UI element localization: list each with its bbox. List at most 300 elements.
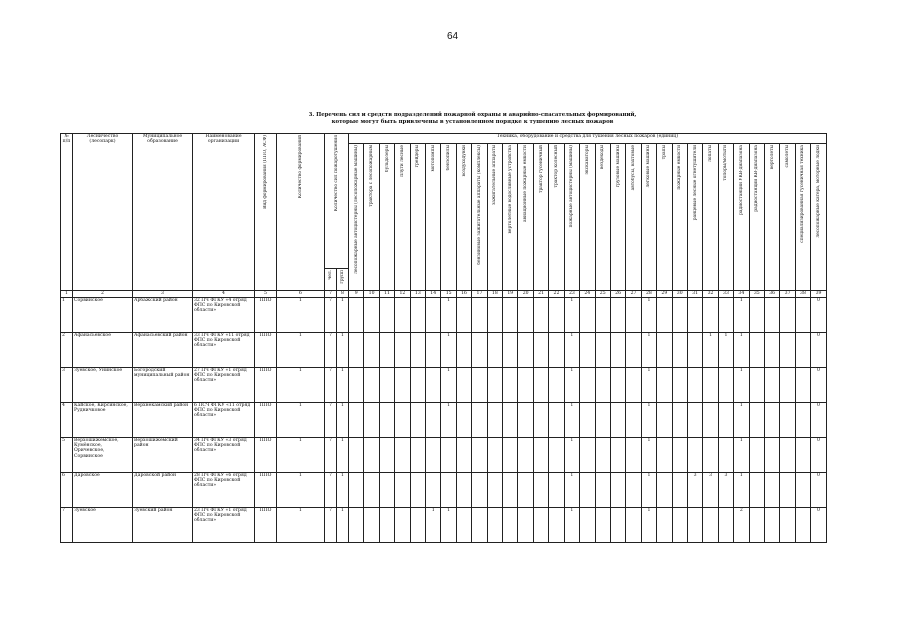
row-eq-35 [749, 333, 764, 368]
row-eq-16 [456, 508, 471, 543]
row-eq-27 [626, 438, 641, 473]
row-eq-34: 1 [734, 403, 749, 438]
row-eq-10 [364, 333, 379, 368]
header-equipment-15 [441, 144, 456, 291]
row-eq-17 [472, 403, 487, 438]
row-eq-9 [349, 368, 364, 403]
row-eq-10 [364, 508, 379, 543]
row-eq-10 [364, 368, 379, 403]
header-equipment-33-label: топоры/мотыги [723, 145, 729, 181]
row-forestry: Зуевское [73, 508, 133, 543]
row-eq-23: 1 [564, 298, 579, 333]
row-municipality: Богородский муниципальный район [133, 368, 193, 403]
row-eq-31 [687, 368, 702, 403]
row-eq-39: 0 [811, 508, 827, 543]
row-org: 27 ПЧ ФГКУ «1 отряд ФПС по Кировской области» [193, 368, 255, 403]
table-row [61, 333, 827, 368]
header-equipment-30-label: пожарные емкости [677, 145, 683, 190]
row-eq-13 [410, 508, 425, 543]
row-eq-31 [687, 333, 702, 368]
row-eq-39: 0 [811, 438, 827, 473]
column-number: 32 [703, 291, 718, 298]
column-number: 10 [364, 291, 379, 298]
column-number: 26 [610, 291, 625, 298]
row-eq-34: 2 [734, 508, 749, 543]
row-count: 1 [277, 508, 325, 543]
header-equipment-31 [687, 144, 702, 291]
row-eq-15: 1 [441, 368, 456, 403]
row-eq-32 [703, 298, 718, 333]
header-equipment-16-label: воздуходувки [461, 145, 467, 177]
row-eq-17 [472, 438, 487, 473]
row-eq-34: 1 [734, 473, 749, 508]
header-equipment-29 [657, 144, 672, 291]
header-equipment-27-label: автобусы, вахтовые [631, 145, 637, 191]
row-eq-23: 1 [564, 368, 579, 403]
row-eq-29 [657, 298, 672, 333]
row-eq-16 [456, 298, 471, 333]
column-number: 29 [657, 291, 672, 298]
row-eq-21 [533, 473, 548, 508]
row-eq-21 [533, 298, 548, 333]
row-groups: 1 [337, 298, 349, 333]
header-equipment-13-label: грейдеры [415, 145, 421, 168]
row-eq-16 [456, 473, 471, 508]
row-eq-12 [395, 368, 410, 403]
row-eq-38 [795, 473, 810, 508]
header-equipment-25-label: вездеходы [600, 145, 606, 170]
row-eq-33 [718, 368, 733, 403]
column-number: 8 [337, 291, 349, 298]
row-eq-33 [718, 403, 733, 438]
column-number: 16 [456, 291, 471, 298]
column-number: 3 [133, 291, 193, 298]
row-forestry: Сорвинское [73, 298, 133, 333]
row-type: ППО [255, 508, 277, 543]
row-eq-25 [595, 473, 610, 508]
row-eq-32 [703, 508, 718, 543]
row-eq-34: 1 [734, 333, 749, 368]
row-eq-36 [764, 298, 779, 333]
row-eq-38 [795, 368, 810, 403]
column-number: 25 [595, 291, 610, 298]
row-eq-33: 3 [718, 473, 733, 508]
row-num: 5 [61, 438, 73, 473]
row-eq-19 [503, 403, 518, 438]
row-eq-19 [503, 333, 518, 368]
page-number: 64 [446, 31, 459, 42]
row-eq-28: 1 [641, 473, 656, 508]
row-eq-26 [610, 298, 625, 333]
row-count: 1 [277, 438, 325, 473]
row-eq-27 [626, 298, 641, 333]
header-groups-label: групп [340, 270, 345, 284]
column-number: 33 [718, 291, 733, 298]
row-eq-11 [379, 333, 394, 368]
column-number: 1 [61, 291, 73, 298]
row-eq-36 [764, 368, 779, 403]
row-eq-28: 1 [641, 438, 656, 473]
row-eq-21 [533, 438, 548, 473]
row-municipality: Зуевский район [133, 508, 193, 543]
row-eq-15: 1 [441, 333, 456, 368]
table-row [61, 403, 827, 438]
row-eq-19 [503, 368, 518, 403]
row-type: ППО [255, 298, 277, 333]
row-municipality: Даровской район [133, 473, 193, 508]
header-equipment-11-label: бульдозеры [384, 145, 390, 173]
header-formation-type [255, 134, 277, 291]
header-equipment-32-label: лопаты [708, 145, 714, 162]
table-row [61, 473, 827, 508]
row-org: 23 ПЧ ФГКУ «1 отряд ФПС по Кировской области» [193, 508, 255, 543]
row-eq-11 [379, 298, 394, 333]
row-eq-9 [349, 403, 364, 438]
header-formation-count-label: Количество формирований [298, 135, 303, 199]
row-persons: 7 [325, 508, 337, 543]
row-eq-25 [595, 333, 610, 368]
header-equipment-12-label: плуги лесные [399, 145, 405, 177]
header-equipment-22-label: трактор колесный [553, 145, 559, 188]
row-eq-23: 1 [564, 438, 579, 473]
row-eq-37 [780, 508, 795, 543]
column-number: 18 [487, 291, 502, 298]
row-eq-12 [395, 333, 410, 368]
header-equipment-25 [595, 144, 610, 291]
column-number: 7 [325, 291, 337, 298]
row-municipality: Арбажский район [133, 298, 193, 333]
row-eq-29 [657, 403, 672, 438]
row-eq-37 [780, 403, 795, 438]
header-equipment-36 [764, 144, 779, 291]
header-persons-label: чел. [328, 270, 333, 280]
row-eq-17 [472, 298, 487, 333]
row-eq-9 [349, 438, 364, 473]
row-eq-11 [379, 403, 394, 438]
row-eq-18 [487, 403, 502, 438]
header-equipment-39 [811, 144, 827, 291]
row-eq-16 [456, 438, 471, 473]
row-eq-37 [780, 438, 795, 473]
row-eq-22 [549, 368, 564, 403]
row-groups: 1 [337, 403, 349, 438]
header-equipment-20-label: авиационные пожарные емкости [523, 145, 529, 223]
row-eq-12 [395, 473, 410, 508]
column-number: 28 [641, 291, 656, 298]
column-number: 22 [549, 291, 564, 298]
row-eq-24 [580, 368, 595, 403]
row-eq-14 [426, 438, 441, 473]
row-eq-39: 0 [811, 298, 827, 333]
header-personnel-count [325, 134, 349, 269]
row-eq-27 [626, 473, 641, 508]
row-eq-16 [456, 368, 471, 403]
row-groups: 1 [337, 473, 349, 508]
header-equipment-26 [610, 144, 625, 291]
column-number: 36 [764, 291, 779, 298]
row-eq-17 [472, 473, 487, 508]
row-count: 1 [277, 298, 325, 333]
row-num: 2 [61, 333, 73, 368]
row-eq-30 [672, 368, 687, 403]
row-type: ППО [255, 333, 277, 368]
row-eq-11 [379, 508, 394, 543]
header-equipment-16 [456, 144, 471, 291]
row-eq-13 [410, 403, 425, 438]
column-number: 20 [518, 291, 533, 298]
header-formation-count [277, 134, 325, 291]
header-equipment-32 [703, 144, 718, 291]
column-number: 38 [795, 291, 810, 298]
row-eq-15: 1 [441, 298, 456, 333]
row-persons: 7 [325, 473, 337, 508]
header-equipment-39-label: лесопожарные катера, моторные лодки [816, 145, 821, 238]
row-eq-32 [703, 438, 718, 473]
row-eq-28: 1 [641, 508, 656, 543]
column-number: 14 [426, 291, 441, 298]
row-eq-32 [703, 403, 718, 438]
row-eq-25 [595, 298, 610, 333]
header-equipment-35-label: радиостанции КВ-диапазона [754, 145, 760, 212]
header-equipment-34-label: радиостанции УКВ-диапазона [738, 145, 744, 215]
column-number: 27 [626, 291, 641, 298]
row-eq-12 [395, 403, 410, 438]
row-eq-31 [687, 403, 702, 438]
header-forestry: Лесничество (лесопарк) [73, 134, 133, 291]
row-eq-26 [610, 508, 625, 543]
column-number: 13 [410, 291, 425, 298]
row-eq-11 [379, 438, 394, 473]
row-eq-26 [610, 368, 625, 403]
header-equipment-17-label: бензиновые зажигательные аппараты (комплексы) [476, 145, 482, 265]
header-equipment-10-label: трактора с лесопожарным [369, 145, 375, 207]
row-groups: 1 [337, 508, 349, 543]
header-equipment-37 [780, 144, 795, 291]
header-num: № п/п [61, 134, 73, 291]
row-eq-21 [533, 333, 548, 368]
header-equipment-18 [487, 144, 502, 291]
row-eq-36 [764, 438, 779, 473]
row-eq-28: 1 [641, 403, 656, 438]
row-eq-27 [626, 403, 641, 438]
row-eq-32: 3 [703, 473, 718, 508]
header-equipment-37-label: самолеты [785, 145, 791, 168]
row-eq-18 [487, 438, 502, 473]
row-eq-21 [533, 508, 548, 543]
row-eq-35 [749, 403, 764, 438]
row-eq-14 [426, 403, 441, 438]
header-equipment-28-label: легковые машины [646, 145, 652, 188]
header-equipment-14-label: мотопомпы [430, 145, 436, 172]
row-eq-21 [533, 403, 548, 438]
row-eq-15: 1 [441, 403, 456, 438]
header-equipment-27 [626, 144, 641, 291]
column-number: 2 [73, 291, 133, 298]
column-number: 23 [564, 291, 579, 298]
row-eq-39: 0 [811, 368, 827, 403]
row-eq-22 [549, 473, 564, 508]
row-eq-29 [657, 438, 672, 473]
header-equipment-11 [379, 144, 394, 291]
row-eq-10 [364, 403, 379, 438]
row-eq-13 [410, 438, 425, 473]
row-eq-10 [364, 473, 379, 508]
header-equipment-19-label: вертолетные водосливные устройства [507, 145, 513, 234]
row-persons: 7 [325, 368, 337, 403]
row-eq-22 [549, 438, 564, 473]
header-equipment-23 [564, 144, 579, 291]
header-equipment-23-label: пожарные автоцистерны (машины) [569, 145, 575, 228]
row-eq-30 [672, 438, 687, 473]
row-eq-23: 1 [564, 403, 579, 438]
row-eq-19 [503, 508, 518, 543]
row-groups: 1 [337, 438, 349, 473]
row-eq-20 [518, 508, 533, 543]
row-eq-31 [687, 438, 702, 473]
row-eq-35 [749, 473, 764, 508]
row-eq-29 [657, 508, 672, 543]
row-eq-19 [503, 473, 518, 508]
header-equipment-21 [533, 144, 548, 291]
row-org: 34 ПЧ ФГКУ «3 отряд ФПС по Кировской области» [193, 438, 255, 473]
row-eq-31 [687, 298, 702, 333]
row-eq-13 [410, 368, 425, 403]
row-eq-26 [610, 403, 625, 438]
row-num: 6 [61, 473, 73, 508]
row-eq-24 [580, 403, 595, 438]
row-eq-38 [795, 298, 810, 333]
row-count: 1 [277, 368, 325, 403]
row-eq-15: 1 [441, 508, 456, 543]
header-equipment-20 [518, 144, 533, 291]
column-number: 39 [811, 291, 827, 298]
header-equipment-29-label: трапы [661, 145, 667, 160]
row-org: 6 ПСЧ ФГКУ «11 отряд ФПС по Кировской области» [193, 403, 255, 438]
row-count: 1 [277, 333, 325, 368]
column-number: 31 [687, 291, 702, 298]
row-eq-22 [549, 508, 564, 543]
row-eq-35 [749, 508, 764, 543]
row-eq-34: 1 [734, 298, 749, 333]
row-eq-9 [349, 298, 364, 333]
row-num: 3 [61, 368, 73, 403]
header-equipment-17 [472, 144, 487, 291]
row-eq-20 [518, 298, 533, 333]
row-eq-18 [487, 298, 502, 333]
table-row [61, 438, 827, 473]
column-number: 35 [749, 291, 764, 298]
row-eq-24 [580, 508, 595, 543]
row-eq-36 [764, 333, 779, 368]
row-eq-24 [580, 438, 595, 473]
row-eq-13 [410, 473, 425, 508]
row-org: 28 ПЧ ФГКУ «6 отряд ФПС по Кировской области» [193, 473, 255, 508]
row-eq-10 [364, 298, 379, 333]
document-title [200, 112, 745, 126]
header-equipment-38 [795, 144, 810, 291]
header-equipment-24-label: экскаваторы [584, 145, 590, 175]
header-equipment-30 [672, 144, 687, 291]
column-number: 21 [533, 291, 548, 298]
row-eq-20 [518, 403, 533, 438]
row-groups: 1 [337, 368, 349, 403]
header-equipment-14 [426, 144, 441, 291]
table-row [61, 368, 827, 403]
row-eq-36 [764, 403, 779, 438]
row-eq-26 [610, 473, 625, 508]
row-persons: 7 [325, 298, 337, 333]
row-forestry: Афанасьевское [73, 333, 133, 368]
row-eq-29 [657, 333, 672, 368]
row-eq-19 [503, 438, 518, 473]
row-eq-29 [657, 473, 672, 508]
row-eq-10 [364, 438, 379, 473]
row-eq-30 [672, 298, 687, 333]
header-formation-type-label: Вид формирования (ППО, АСФ) [263, 135, 268, 209]
row-eq-32: 1 [703, 333, 718, 368]
row-eq-30 [672, 333, 687, 368]
row-eq-31 [687, 508, 702, 543]
row-eq-11 [379, 473, 394, 508]
header-equipment-21-label: трактор гусеничный [538, 145, 544, 193]
row-org: 32 ПЧ ФГКУ «4 отряд ФПС по Кировской области» [193, 298, 255, 333]
header-equipment-group: Техника, оборудование и средства для тушения лесных пожаров (единиц) [349, 134, 827, 144]
row-eq-25 [595, 403, 610, 438]
row-forestry: Даровское [73, 473, 133, 508]
row-eq-18 [487, 508, 502, 543]
row-eq-37 [780, 298, 795, 333]
row-eq-22 [549, 298, 564, 333]
row-eq-12 [395, 508, 410, 543]
row-eq-33 [718, 298, 733, 333]
row-eq-33: 1 [718, 333, 733, 368]
row-forestry: Зуевское, Унинское [73, 368, 133, 403]
row-num: 1 [61, 298, 73, 333]
row-eq-14 [426, 473, 441, 508]
row-eq-17 [472, 333, 487, 368]
row-eq-30 [672, 508, 687, 543]
header-equipment-15-label: бензопилы [446, 145, 452, 171]
row-count: 1 [277, 403, 325, 438]
row-eq-32 [703, 368, 718, 403]
header-equipment-28 [641, 144, 656, 291]
row-eq-14 [426, 368, 441, 403]
row-eq-20 [518, 438, 533, 473]
row-count: 1 [277, 473, 325, 508]
header-groups [337, 269, 349, 291]
header-equipment-33 [718, 144, 733, 291]
row-eq-39: 0 [811, 473, 827, 508]
row-eq-26 [610, 333, 625, 368]
row-eq-33 [718, 508, 733, 543]
table-row [61, 508, 827, 543]
row-eq-24 [580, 333, 595, 368]
row-municipality: Афанасьевский район [133, 333, 193, 368]
row-eq-27 [626, 368, 641, 403]
row-type: ППО [255, 368, 277, 403]
column-number: 12 [395, 291, 410, 298]
row-eq-36 [764, 508, 779, 543]
row-type: ППО [255, 438, 277, 473]
column-number: 15 [441, 291, 456, 298]
row-eq-22 [549, 333, 564, 368]
column-number: 4 [193, 291, 255, 298]
row-eq-34: 1 [734, 438, 749, 473]
header-equipment-34 [734, 144, 749, 291]
row-eq-38 [795, 438, 810, 473]
row-eq-18 [487, 368, 502, 403]
row-eq-29 [657, 368, 672, 403]
